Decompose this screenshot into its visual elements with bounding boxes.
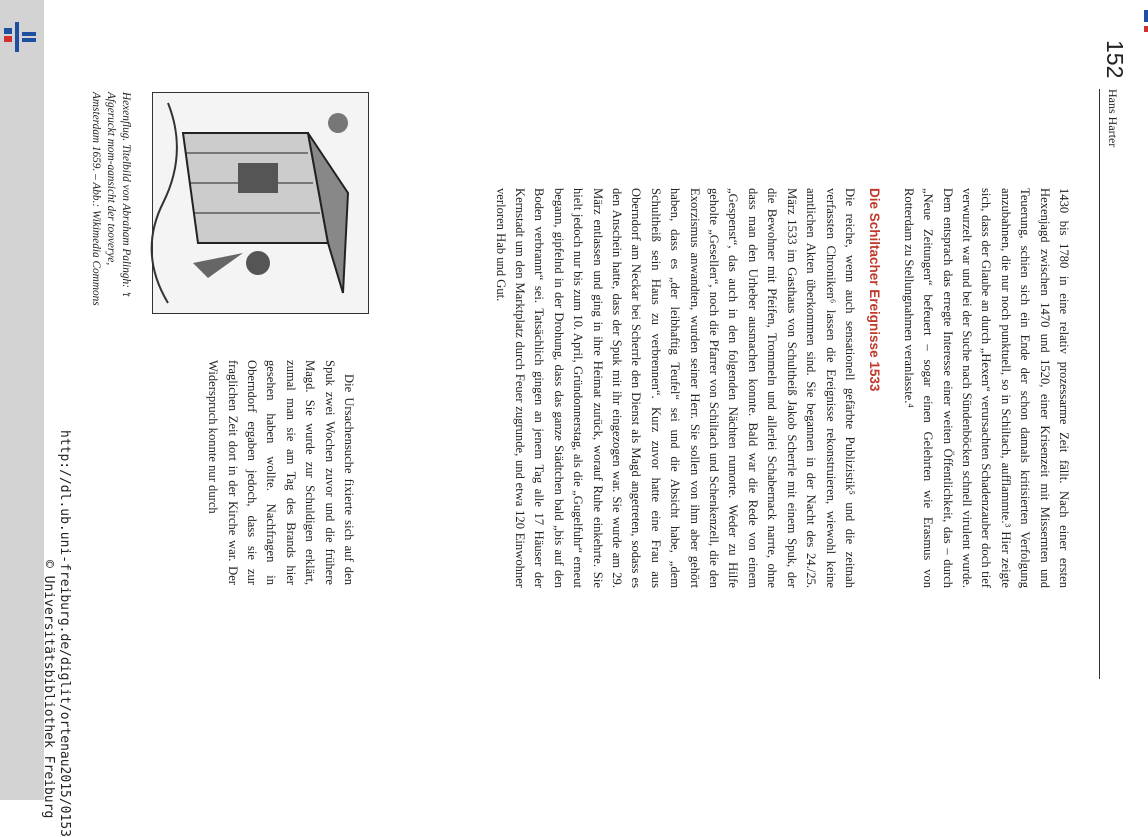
- running-head-author: Hans Harter: [1106, 89, 1120, 148]
- footer-url[interactable]: http://dl.ub.uni-freiburg.de/diglit/ortenau2015/0153: [57, 430, 72, 837]
- corner-logo-icon: [1140, 0, 1148, 48]
- main-column: [490, 188, 1073, 588]
- viewer-sidebar: [0, 0, 44, 800]
- document-page: [41, 0, 1148, 837]
- rotated-page-content: [41, 0, 1148, 837]
- section-heading: Die Schiltacher Ereignisse 1533: [867, 188, 883, 392]
- figure-caption: Hexenflug. Titelbild von Abraham Palingh: ’t Afgeruckt mom-aansicht der tooverye, Amsterdam 1659. – Abb.: Wikimedia Commons: [90, 92, 132, 306]
- secondary-column: [203, 360, 358, 585]
- section-paragraph-1: Die reiche, wenn auch sensationell gefärbte Publizistik⁵ und die zeitnah verfassten Chroniken⁶ lassen die Ereignisse rekonstruieren, wiewohl keine amtlichen Akten überkommen sind. Sie begannen in der Nacht des 24./25. März 1533 im Gasthaus von Schultheiß Jakob Scherrle mit einem Spuk, der die Bewohner mit Pfeifen, Trommeln und allerlei Schabernack narrte, ohne dass man den Urheber ausmachen konnte. Bald war die Rede von einem „Gespenst“, das auch in den folgenden Nächten rumorte. Weder zu Hilfe geholte „Gesellen“, noch die Pfarrer von Schiltach und Schenkenzell, die den Exorzismus anwandten, wurden seiner Herr. Sie sollen von ihm aber gehört haben, dass es „der leibhaftig Teufel“ sei und die Absicht habe, „dem Schultheiß sein Haus zu verbrennen“. Kurz zuvor hatte eine Frau aus Oberndorf am Neckar bei Scherrle den Dienst als Magd angetreten, sodass es den Anschein hatte, dass der Spuk mit ihr eingezogen war. Sie wurde am 29. März entlassen und ging in ihre Heimat zurück, worauf Ruhe einkehrte. Sie hielt jedoch nur bis zum 10. April, Gründonnerstag, als die „Gugelfuhr“ erneut begann, gipfelnd in der Drohung, dass das ganze Städtchen bald „bis auf den Boden verbrannt“ sei. Tatsächlich gingen an jenem Tag alle 17 Häuser der Kernstadt um den Marktplatz durch Feuer zugrunde, und etwa 120 Einwohner verloren Hab und Gut.: [493, 188, 857, 588]
- header-rule: [1099, 89, 1100, 679]
- intro-paragraph: 1430 bis 1780 in eine relativ prozessarme Zeit fällt. Nach einer ersten Hexenjagd zwischen 1470 und 1520, einer Krisenzeit mit Missernten und Teuerung, schien sich ein Ende der schon damals kritisierten Verfolgung anzubahnen, die nur noch punktuell, so in Schiltach, aufflammte.³ Hier zeigte sich, dass der Glaube an durch „Hexen“ verursachten Schadenzauber doch tief verwurzelt war und bei der Suche nach Sündenböcken schnell virulent wurde. Dem entsprach das erregte Interesse einer weiten Öffentlichkeit, das – durch „Neue Zeitungen“ befeuert – sogar einen Gelehrten wie Erasmus von Rotterdam zu Stellungnahmen veranlasste.⁴: [901, 188, 1071, 588]
- library-logo-icon: [4, 22, 40, 52]
- page-number: 152: [1102, 40, 1128, 79]
- woodcut-figure: [152, 92, 369, 314]
- witch-flight-illustration-icon: [153, 93, 368, 313]
- section-paragraph-2: Die Ursachensuche fixierte sich auf den Spuk zwei Wochen zuvor und die frühere Magd. Sie wurde zur Schuldigen erklärt, zumal man sie am Tag des Brands hier gesehen haben wollte. Nachfragen in Oberndorf ergaben jedoch, dass sie zur fraglichen Zeit dort in der Kirche war. Der Widerspruch konnte nur durch: [206, 360, 356, 585]
- footer-copyright: © Universitätsbibliothek Freiburg: [41, 560, 56, 819]
